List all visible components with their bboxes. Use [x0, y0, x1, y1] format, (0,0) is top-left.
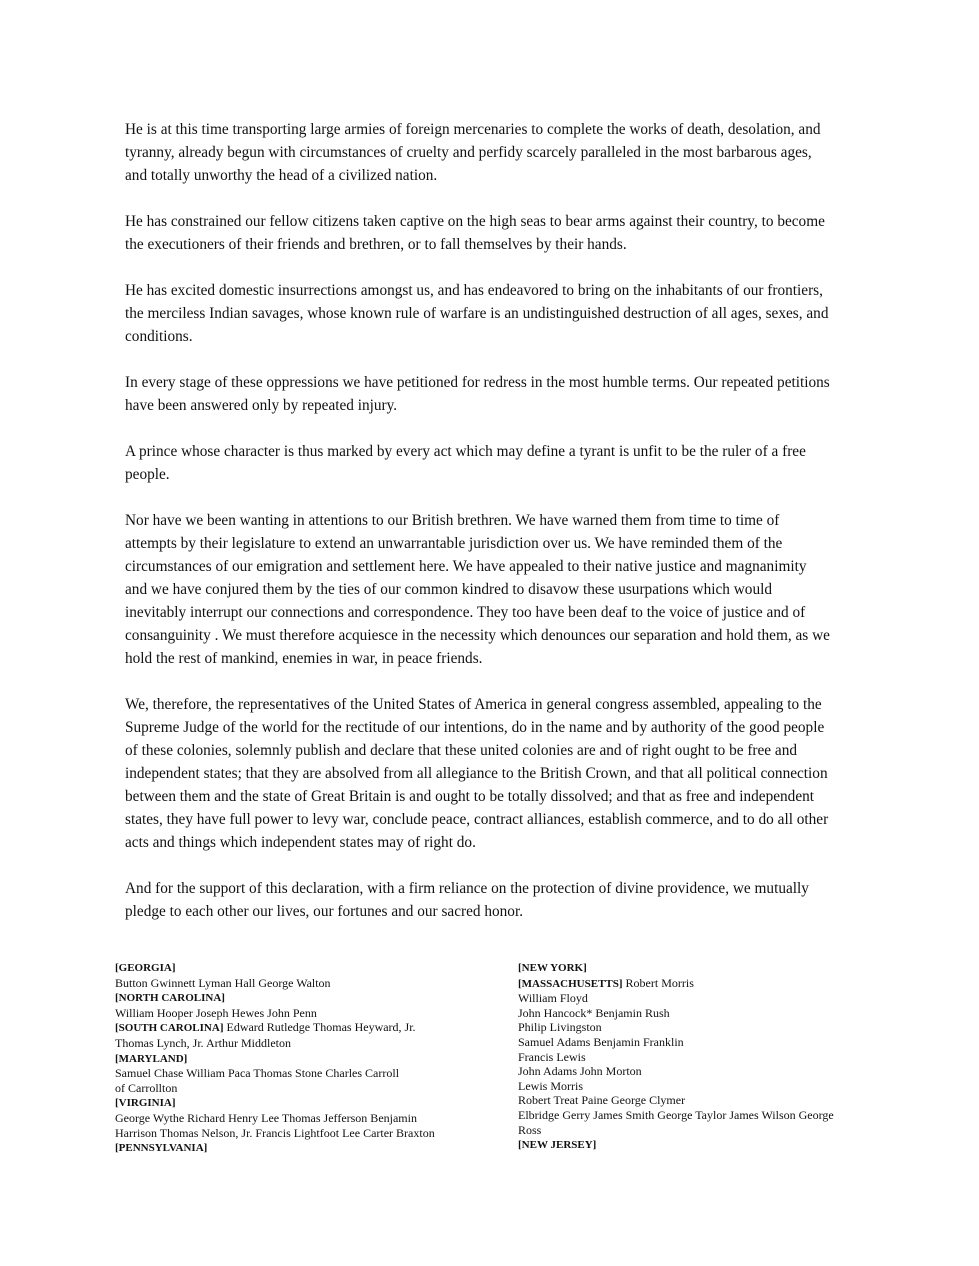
state-heading: [NORTH CAROLINA] [115, 992, 225, 1005]
paragraph-line: We, therefore, the representatives of the United States of America in general congress assembled, appealing to the [125, 696, 822, 713]
signature-line [115, 1006, 435, 1021]
state-heading: [VIRGINIA] [115, 1097, 176, 1110]
signer-names: Samuel Chase William Paca Thomas Stone Charles Carroll [115, 1066, 400, 1081]
paragraph-line: hold the rest of mankind, enemies in war, in peace friends. [125, 650, 483, 667]
signature-line [115, 1111, 435, 1126]
paragraph-line: the executioners of their friends and brethren, or to fall themselves by their hands. [125, 236, 627, 253]
paragraph [125, 371, 870, 417]
paragraph-line: have been answered only by repeated injury. [125, 397, 398, 414]
paragraph-line: and totally unworthy the head of a civilized nation. [125, 167, 438, 184]
signature-line [518, 1108, 834, 1123]
paragraph-line: independent states; that they are absolved from all allegiance to the British Crown, and that all political connection [125, 765, 828, 782]
signer-names: Harrison Thomas Nelson, Jr. Francis Lightfoot Lee Carter Braxton [115, 1125, 435, 1140]
signer-names: Elbridge Gerry James Smith George Taylor James Wilson George [518, 1107, 834, 1122]
state-heading: [MARYLAND] [115, 1052, 188, 1065]
paragraph [125, 877, 870, 923]
signer-names: Philip Livingston [518, 1020, 602, 1035]
signature-line [518, 1064, 834, 1079]
paragraph-line: He has constrained our fellow citizens taken captive on the high seas to bear arms against their country, to become [125, 213, 825, 230]
signature-line [115, 1066, 435, 1081]
signature-line [115, 1020, 435, 1036]
paragraph-line: pledge to each other our lives, our fortunes and our sacred honor. [125, 903, 524, 920]
signature-line [518, 1020, 834, 1035]
signature-line [115, 1095, 435, 1111]
paragraph-line: He is at this time transporting large armies of foreign mercenaries to complete the works of death, desolation, and [125, 121, 821, 138]
paragraph-line: Nor have we been wanting in attentions to our British brethren. We have warned them from time to time of [125, 512, 780, 529]
paragraph-line: of these colonies, solemnly publish and declare that these united colonies are and of right ought to be free and [125, 742, 798, 759]
signature-line [518, 960, 834, 976]
signature-line [518, 991, 834, 1006]
signature-line [115, 1081, 435, 1096]
signer-names: Ross [518, 1122, 542, 1137]
signature-line [115, 1126, 435, 1141]
paragraph-line: and we have conjured them by the ties of our common kindred to disavow these usurpations which would [125, 581, 773, 598]
signature-line [518, 976, 834, 992]
declaration-body [125, 118, 870, 946]
signer-names: Lewis Morris [518, 1078, 583, 1093]
signer-names: Robert Morris [622, 975, 694, 990]
signature-line [115, 1140, 435, 1156]
paragraph-line: conditions. [125, 328, 193, 345]
signer-names: George Wythe Richard Henry Lee Thomas Jefferson Benjamin [115, 1110, 417, 1125]
signatures-left-column [115, 960, 435, 1156]
paragraph [125, 118, 870, 187]
paragraph-line: tyranny, already begun with circumstances of cruelty and perfidy scarcely paralleled in the most barbarous ages, [125, 144, 812, 161]
state-heading: [PENNSYLVANIA] [115, 1142, 208, 1155]
paragraph-line: acts and things which independent states may of right do. [125, 834, 476, 851]
signature-line [518, 1093, 834, 1108]
paragraph [125, 210, 870, 256]
signature-line [518, 1006, 834, 1021]
signature-line [518, 1137, 834, 1153]
paragraph-line: circumstances of our emigration and settlement here. We have appealed to their native justice and magnanimity [125, 558, 807, 575]
paragraph-line: the merciless Indian savages, whose known rule of warfare is an undistinguished destruction of all ages, sexes, and [125, 305, 829, 322]
paragraph-line: inevitably interrupt our connections and correspondence. They too have been deaf to the voice of justice and of [125, 604, 806, 621]
paragraph-line: attempts by their legislature to extend an unwarrantable jurisdiction over us. We have reminded them of the [125, 535, 783, 552]
paragraph-line: In every stage of these oppressions we have petitioned for redress in the most humble terms. Our repeated petitions [125, 374, 830, 391]
signature-line [115, 1036, 435, 1051]
paragraph-line: states, they have full power to levy war, conclude peace, contract alliances, establish commerce, and to do all other [125, 811, 829, 828]
state-heading: [SOUTH CAROLINA] [115, 1022, 224, 1035]
paragraph-line: people. [125, 466, 170, 483]
signer-names: John Hancock* Benjamin Rush [518, 1005, 670, 1020]
signer-names: of Carrollton [115, 1080, 178, 1095]
signer-names: William Hooper Joseph Hewes John Penn [115, 1005, 317, 1020]
paragraph [125, 440, 870, 486]
paragraph-line: Supreme Judge of the world for the rectitude of our intentions, do in the name and by authority of the good people [125, 719, 825, 736]
signer-names: Samuel Adams Benjamin Franklin [518, 1034, 684, 1049]
state-heading: [GEORGIA] [115, 962, 176, 974]
signer-names: Robert Treat Paine George Clymer [518, 1093, 686, 1108]
paragraph [125, 279, 870, 348]
state-heading: [MASSACHUSETTS] [518, 977, 623, 990]
signature-line [115, 990, 435, 1006]
signer-names: Francis Lewis [518, 1049, 586, 1064]
signature-line [115, 960, 435, 976]
signature-line [115, 976, 435, 991]
signature-line [518, 1123, 834, 1138]
signer-names: Thomas Lynch, Jr. Arthur Middleton [115, 1035, 291, 1050]
paragraph-line: And for the support of this declaration, with a firm reliance on the protection of divine providence, we mutually [125, 880, 809, 897]
paragraph-line: consanguinity . We must therefore acquiesce in the necessity which denounces our separation and hold them, as we [125, 627, 830, 644]
signature-line [115, 1051, 435, 1067]
paragraph-line: A prince whose character is thus marked by every act which may define a tyrant is unfit to be the ruler of a free [125, 443, 806, 460]
signer-names: Edward Rutledge Thomas Heyward, Jr. [223, 1020, 416, 1035]
signature-line [518, 1079, 834, 1094]
paragraph-line: He has excited domestic insurrections amongst us, and has endeavored to bring on the inhabitants of our frontiers, [125, 282, 823, 299]
paragraph [125, 509, 870, 670]
signature-line [518, 1035, 834, 1050]
signature-line [518, 1050, 834, 1065]
paragraph-line: between them and the state of Great Britain is and ought to be totally dissolved; and that as free and independent [125, 788, 815, 805]
paragraph [125, 693, 870, 854]
signer-names: William Floyd [518, 991, 588, 1006]
signatures-right-column [518, 960, 834, 1153]
signer-names: Button Gwinnett Lyman Hall George Walton [115, 975, 331, 990]
state-heading: [NEW JERSEY] [518, 1139, 597, 1152]
signer-names: John Adams John Morton [518, 1064, 642, 1079]
state-heading: [NEW YORK] [518, 962, 587, 974]
